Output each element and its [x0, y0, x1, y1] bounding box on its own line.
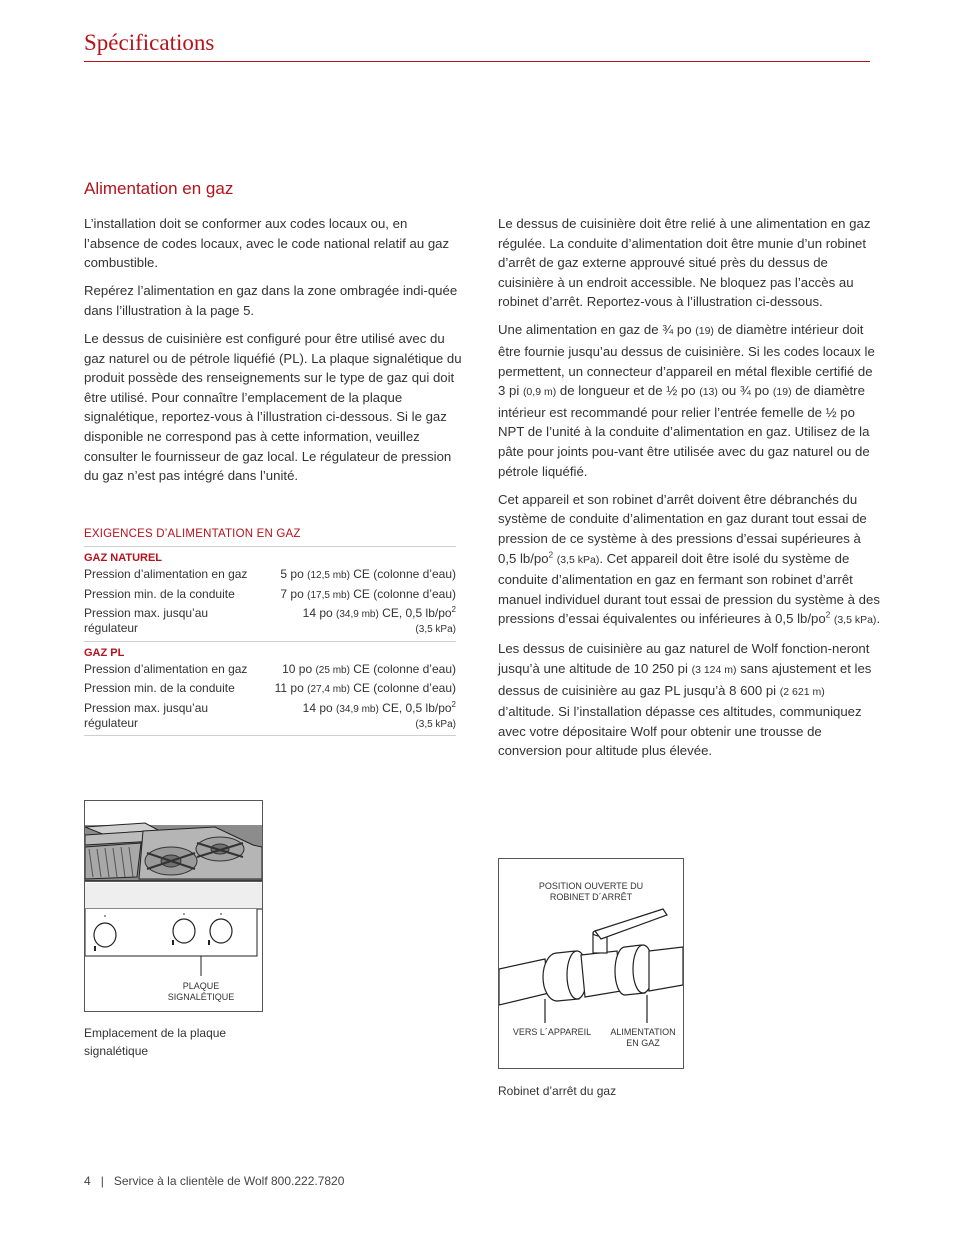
right-column	[498, 214, 882, 769]
valve-caption: Robinet d’arrêt du gaz	[498, 1084, 617, 1098]
cooktop-illustration-icon	[85, 801, 262, 1011]
table-row	[84, 606, 456, 637]
table-row	[84, 681, 456, 697]
divider	[84, 641, 456, 642]
row-label: Pression max. jusqu’au régulateur	[84, 700, 209, 730]
row-label: Pression min. de la conduite	[84, 586, 235, 601]
footer-separator: |	[100, 1174, 104, 1188]
page-title: Spécifications	[84, 30, 215, 55]
divider	[84, 546, 456, 547]
paragraph: L’installation doit se conformer aux codes locaux ou, en l’absence de codes locaux, avec le code national relatif au gaz combustible.	[84, 216, 450, 271]
row-value: 7 po (17,5 mb) CE (colonne d’eau)	[280, 586, 456, 601]
requirements-title: EXIGENCES D’ALIMENTATION EN GAZ	[84, 528, 301, 540]
divider	[84, 735, 456, 736]
gas-requirements-table	[84, 528, 456, 736]
page-number: 4	[84, 1174, 91, 1188]
table-row	[84, 567, 456, 583]
row-value: 10 po (25 mb) CE (colonne d’eau)	[282, 661, 456, 676]
paragraph: Les dessus de cuisinière au gaz naturel de Wolf fonction-neront jusqu’à une altitude de 10 250 pi (3 124 m) sans ajustement et les dessus de cuisinière au gaz PL jusqu’à 8 600 pi (2 621 m) d’altitude. Si l’installation dépasse ces altitudes, communiquez avec votre dépositaire Wolf pour obtenir une trousse de conversion pour altitude plus élevée.	[498, 641, 872, 759]
rating-plate-figure	[84, 800, 263, 1012]
rating-plate-label: PLAQUE SIGNALÉTIQUE	[167, 981, 235, 1002]
paragraph: Repérez l’alimentation en gaz dans la zone ombragée indi-quée dans l’illustration à la page 5.	[84, 283, 458, 318]
gas-valve-figure	[498, 858, 684, 1069]
row-value: 5 po (12,5 mb) CE (colonne d’eau)	[280, 567, 456, 581]
natural-gas-title: GAZ NATUREL	[84, 552, 163, 564]
table-row	[84, 662, 456, 678]
section-heading: Alimentation en gaz	[84, 179, 234, 198]
table-row	[84, 701, 456, 732]
table-row	[84, 587, 456, 603]
footer	[84, 1174, 344, 1188]
row-label: Pression d’alimentation en gaz	[84, 661, 248, 676]
row-value: 14 po (34,9 mb) CE, 0,5 $lb/po^2$ (3,5 kPa)	[302, 605, 456, 635]
left-column	[84, 214, 464, 494]
rating-plate-caption: Emplacement de la plaque signalétique	[84, 1026, 227, 1058]
gas-supply-label: ALIMENTATION EN GAZ	[610, 1027, 676, 1048]
valve-open-label: POSITION OUVERTE DU ROBINET D´ARRÊT	[538, 881, 644, 902]
to-appliance-label: VERS L´APPAREIL	[512, 1027, 592, 1037]
row-value: 11 po (27,4 mb) CE (colonne d’eau)	[274, 681, 456, 695]
paragraph: Le dessus de cuisinière doit être relié à une alimentation en gaz régulée. La conduite d’alimentation doit être munie d’un robinet d’arrêt de gaz externe approuvé situé près du dessus de cuisinière à un endroit accessible. Ne bloquez pas l’accès au robinet d’arrêt. Reportez-vous à l’illustration ci-dessous.	[498, 216, 871, 310]
row-label: Pression max. jusqu’au régulateur	[84, 606, 209, 635]
paragraph: Cet appareil et son robinet d’arrêt doivent être débranchés du système de conduite d’alimentation en gaz durant tout essai de pression de ce système à des pressions d’essai supérieures à 0,5 $lb/po^2$ (3,5 kPa). Cet appareil doit être isolé du système de conduite d’alimentation en gaz en fermant son robinet d’arrêt manuel individuel durant tout essai de pression du système à des pressions d’essai équivalentes ou inférieures à 0,5 $lb/po^2$ (3,5 kPa).	[498, 491, 881, 627]
paragraph: Le dessus de cuisinière est configuré pour être utilisé avec du gaz naturel ou de pétrole liquéfié (PL). La plaque signalétique du produit possède des renseignements sur le type de gaz qui doit être utilisé. Pour connaître l’emplacement de la plaque signalétique, reportez-vous à l’illustration ci-dessous. Si le gaz disponible ne correspond pas à cette information, veuillez consulter le fournisseur de gaz local. Le régulateur de pression du gaz n’est pas intégré dans l’unité.	[84, 330, 462, 484]
lp-gas-title: GAZ PL	[84, 646, 125, 659]
row-value: 14 po (34,9 mb) CE, 0,5 $lb/po^2$ (3,5 kPa)	[302, 699, 456, 730]
row-label: Pression d’alimentation en gaz	[84, 567, 248, 581]
row-label: Pression min. de la conduite	[84, 681, 235, 695]
paragraph: Une alimentation en gaz de ¾ po (19) de diamètre intérieur doit être fournie jusqu’au dessus de cuisinière. Si les codes locaux le permettent, un connecteur d’appareil en métal flexible certifié de 3 pi (0,9 m) de longueur et de ½ po (13) ou ¾ po (19) de diamètre intérieur est recommandé pour relier l’entrée femelle de ½ po NPT de l’unité à la conduite d’alimentation en gaz. Utilisez de la pâte pour joints pou-vant être utilisée avec du gaz naturel ou de pétrole liquéfié.	[498, 322, 875, 479]
title-rule	[84, 61, 870, 62]
footer-text: Service à la clientèle de Wolf 800.222.7820	[113, 1174, 345, 1188]
